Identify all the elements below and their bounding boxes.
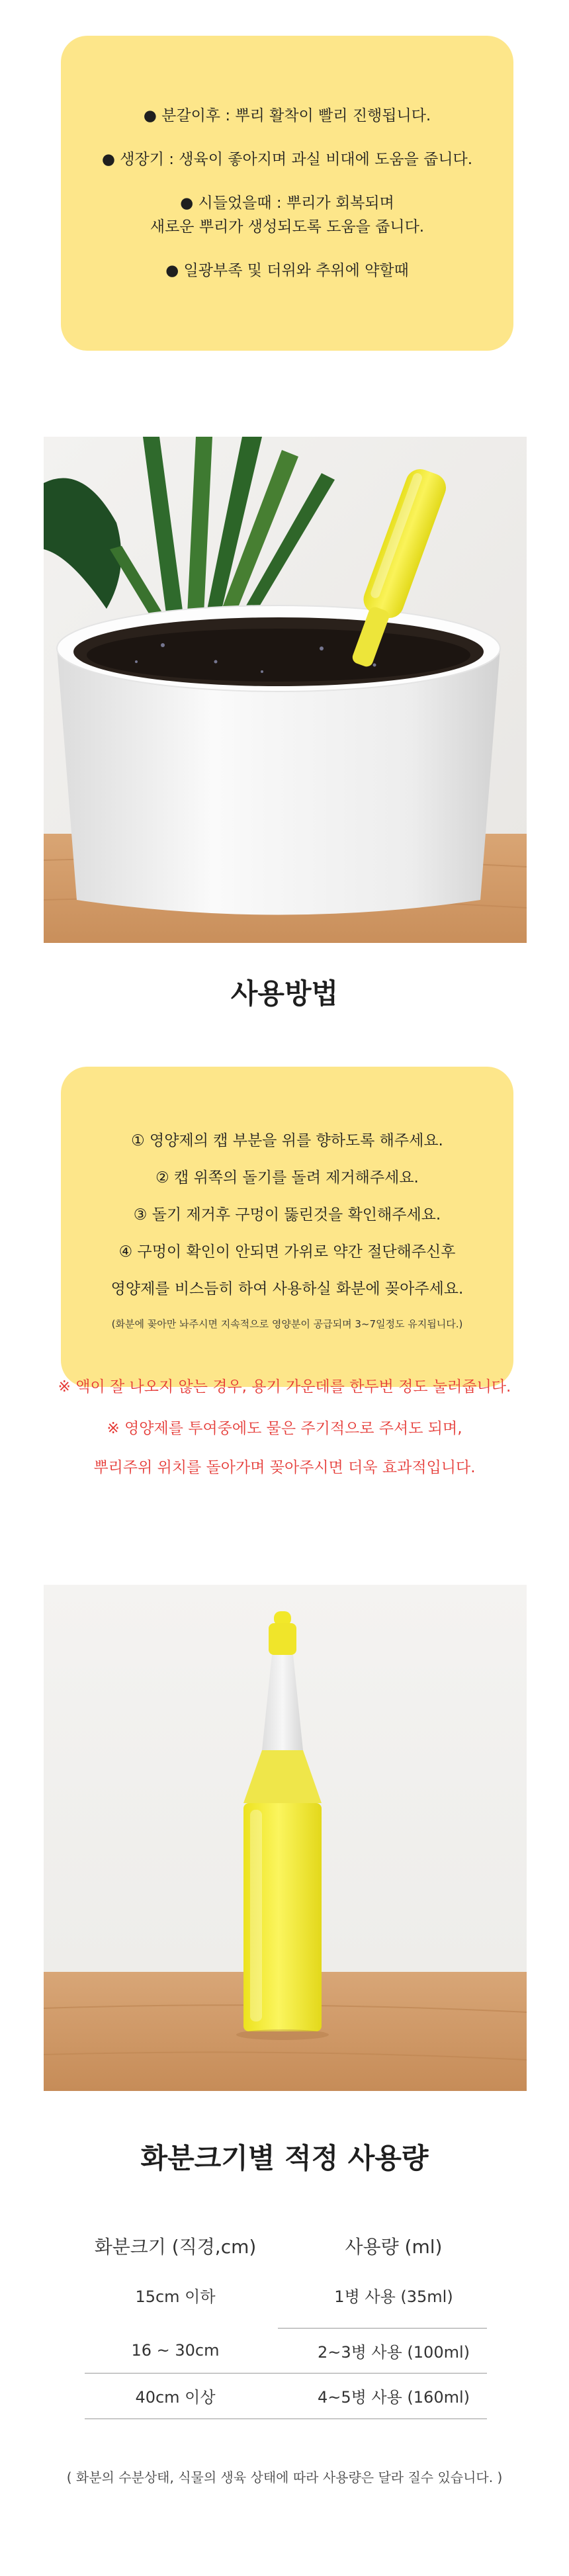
table-cell-size: 15cm 이하 [135,2287,216,2306]
table-cell-amount: 2~3병 사용 (100ml) [317,2342,470,2362]
warning-line: ※ 영양제를 투여중에도 물은 주기적으로 주셔도 되며, [107,1420,462,1437]
benefit-item: ● 생장기 : 생육이 좋아지며 과실 비대에 도움을 줍니다. [101,151,473,168]
usage-note: (화분에 꽂아만 놔주시면 지속적으로 영양분이 공급되며 3~7일정도 유지됩니다.) [111,1318,463,1330]
table-header-row [66,2229,503,2263]
table-row [66,2282,503,2308]
usage-step: ③ 돌기 제거후 구멍이 뚫린것을 확인해주세요. [133,1206,441,1223]
benefit-item-continued: 새로운 뿌리가 생성되도록 도움을 줍니다. [150,218,425,236]
usage-box [61,1067,513,1387]
table-header-amount: 사용량 (ml) [345,2236,443,2258]
row-divider [278,2328,487,2329]
benefit-item: ● 분갈이후 : 뿌리 활착이 빨리 진행됩니다. [143,107,431,124]
table-row [66,2382,503,2409]
table-header-size: 화분크기 (직경,cm) [94,2236,257,2258]
row-divider [85,2373,487,2374]
product-bottle-photo [44,1585,527,2091]
table-cell-size: 40cm 이상 [135,2387,216,2407]
benefits-box [61,36,513,351]
dosage-table [66,2229,503,2263]
table-cell-amount: 1병 사용 (35ml) [334,2287,453,2306]
benefit-item: ● 일광부족 및 더위와 추위에 약할때 [165,262,409,279]
warning-line: ※ 액이 잘 나오지 않는 경우, 용기 가운데를 한두번 정도 눌러줍니다. [58,1378,511,1396]
warning-line: 뿌리주위 위치를 돌아가며 꽂아주시면 더욱 효과적입니다. [93,1459,476,1476]
usage-step: 영양제를 비스듬히 하여 사용하실 화분에 꽂아주세요. [110,1280,464,1298]
table-cell-amount: 4~5병 사용 (160ml) [317,2387,470,2407]
usage-step: ④ 구멍이 확인이 안되면 가위로 약간 절단해주신후 [118,1243,456,1261]
dosage-footnote: ( 화분의 수분상태, 식물의 생육 상태에 따라 사용량은 달라 질수 있습니다. ) [66,2469,503,2485]
plant-pot-photo [44,437,527,943]
usage-step: ② 캡 위쪽의 돌기를 돌려 제거해주세요. [155,1169,419,1186]
benefit-item-group [150,191,424,239]
table-cell-size: 16 ~ 30cm [131,2341,220,2360]
usage-step: ① 영양제의 캡 부분을 위를 향하도록 해주세요. [131,1132,443,1149]
dosage-title: 화분크기별 적정 사용량 [140,2142,429,2174]
benefit-item: ● 시들었을때 : 뿌리가 회복되며 [180,195,394,212]
usage-title: 사용방법 [230,977,339,1010]
table-row [66,2337,503,2364]
